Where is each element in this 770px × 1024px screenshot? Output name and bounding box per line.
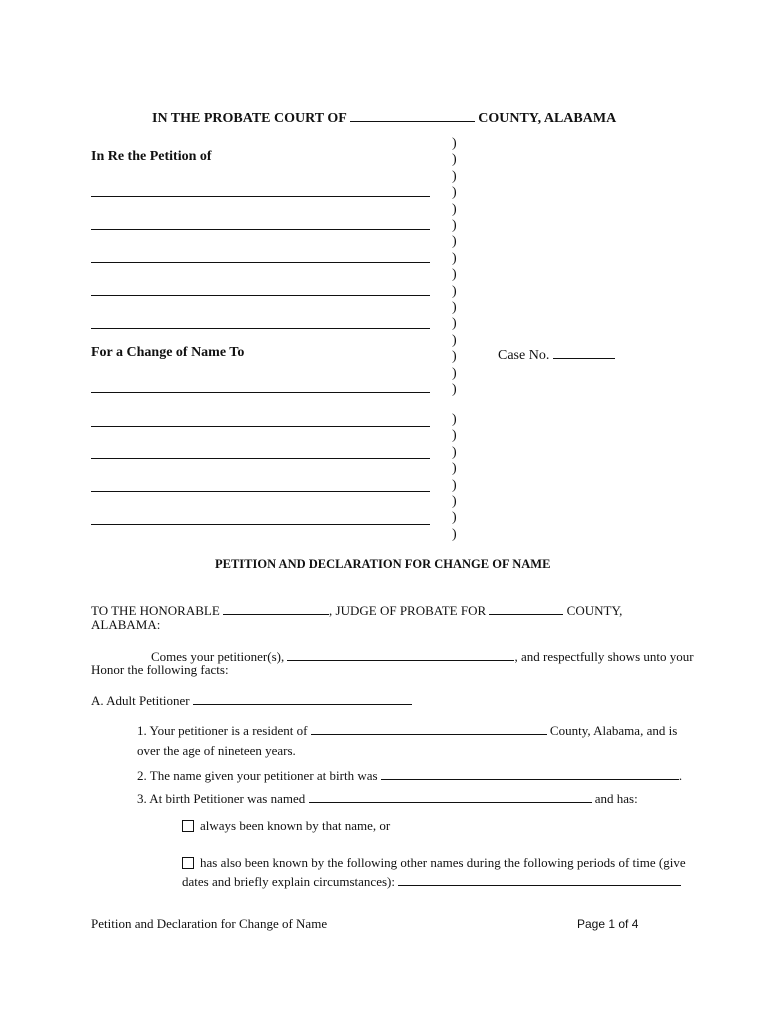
honor-text: Honor the following facts: <box>91 662 229 677</box>
paren: ) <box>452 185 457 201</box>
petitioner-name-line-1[interactable] <box>91 196 430 197</box>
paren: ) <box>452 365 457 381</box>
item-3 <box>137 789 638 807</box>
header-prefix: IN THE PROBATE COURT OF <box>152 111 347 126</box>
other-names-label-2: dates and briefly explain circumstances): <box>182 874 395 889</box>
change-to-label: For a Change of Name To <box>91 345 245 360</box>
petitioner-name-line-2[interactable] <box>91 229 430 230</box>
in-re-label: In Re the Petition of <box>91 149 212 164</box>
judge-name-blank[interactable] <box>223 601 329 615</box>
new-name-line-5[interactable] <box>91 524 430 525</box>
new-name-line-1[interactable] <box>91 392 430 393</box>
case-no-label: Case No. <box>498 348 550 363</box>
always-known-checkbox[interactable] <box>182 820 194 832</box>
intro-line <box>151 647 694 665</box>
comes-text: Comes your petitioner(s), <box>151 649 285 664</box>
item-1-continued: over the age of nineteen years. <box>137 743 296 758</box>
page-number: Page 1 of 4 <box>577 917 639 931</box>
caption-divider <box>452 136 457 399</box>
address-state: ALABAMA: <box>91 617 161 632</box>
petitioner-name-line-4[interactable] <box>91 295 430 296</box>
item-2-period: . <box>678 768 683 783</box>
option-always-known <box>182 818 390 834</box>
always-known-label: always been known by that name, or <box>200 818 391 833</box>
case-no-blank[interactable] <box>553 345 615 359</box>
address-line <box>91 601 622 619</box>
paren: ) <box>452 168 457 184</box>
paren: ) <box>452 477 457 493</box>
paren: ) <box>452 510 457 526</box>
paren: ) <box>452 218 457 234</box>
paren: ) <box>452 201 457 217</box>
item-1-county: County, Alabama, and is <box>549 723 678 738</box>
new-name-line-3[interactable] <box>91 458 430 459</box>
county-name-blank[interactable] <box>489 601 563 615</box>
petitioner-name-line-5[interactable] <box>91 328 430 329</box>
other-names-label: has also been known by the following other names during the following periods of time (give <box>200 855 686 870</box>
shows-text: , and respectfully shows unto your <box>514 649 694 664</box>
court-header <box>152 108 616 127</box>
paren: ) <box>452 152 457 168</box>
paren: ) <box>452 332 457 348</box>
footer-title: Petition and Declaration for Change of Name <box>91 916 328 931</box>
paren: ) <box>452 428 457 444</box>
document-title: PETITION AND DECLARATION FOR CHANGE OF NAME <box>215 557 551 571</box>
named-at-birth-blank[interactable] <box>309 789 592 803</box>
option-other-names <box>182 855 686 871</box>
other-names-checkbox[interactable] <box>182 857 194 869</box>
paren: ) <box>452 267 457 283</box>
paren: ) <box>452 136 457 151</box>
header-suffix: COUNTY, ALABAMA <box>478 111 617 126</box>
paren: ) <box>452 300 457 316</box>
item-1-text: 1. Your petitioner is a resident of <box>137 723 308 738</box>
paren: ) <box>452 250 457 266</box>
other-names-blank[interactable] <box>398 872 681 886</box>
petitioner-name-line-3[interactable] <box>91 262 430 263</box>
to-the-honorable: TO THE HONORABLE <box>91 603 220 618</box>
judge-of-probate: , JUDGE OF PROBATE FOR <box>329 603 487 618</box>
new-name-line-2[interactable] <box>91 426 430 427</box>
paren: ) <box>452 412 457 427</box>
section-a <box>91 691 412 709</box>
adult-petitioner-blank[interactable] <box>193 691 412 705</box>
paren: ) <box>452 382 457 398</box>
item-3-text: 3. At birth Petitioner was named <box>137 791 306 806</box>
paren: ) <box>452 494 457 510</box>
paren: ) <box>452 444 457 460</box>
paren: ) <box>452 461 457 477</box>
item-2-text: 2. The name given your petitioner at birth was <box>137 768 378 783</box>
item-3-has: and has: <box>594 791 638 806</box>
paren: ) <box>452 526 457 542</box>
item-1 <box>137 721 677 739</box>
case-number <box>498 345 615 364</box>
paren: ) <box>452 316 457 332</box>
petitioner-names-blank[interactable] <box>287 647 514 661</box>
paren: ) <box>452 349 457 365</box>
birth-name-blank[interactable] <box>381 766 679 780</box>
section-a-label: A. Adult Petitioner <box>91 693 190 708</box>
county-label: COUNTY, <box>566 603 623 618</box>
other-names-continued <box>182 872 681 890</box>
county-blank[interactable] <box>350 108 475 122</box>
paren: ) <box>452 283 457 299</box>
caption-divider-lower <box>452 412 457 543</box>
paren: ) <box>452 234 457 250</box>
item-2 <box>137 766 682 784</box>
resident-county-blank[interactable] <box>311 721 547 735</box>
new-name-line-4[interactable] <box>91 491 430 492</box>
